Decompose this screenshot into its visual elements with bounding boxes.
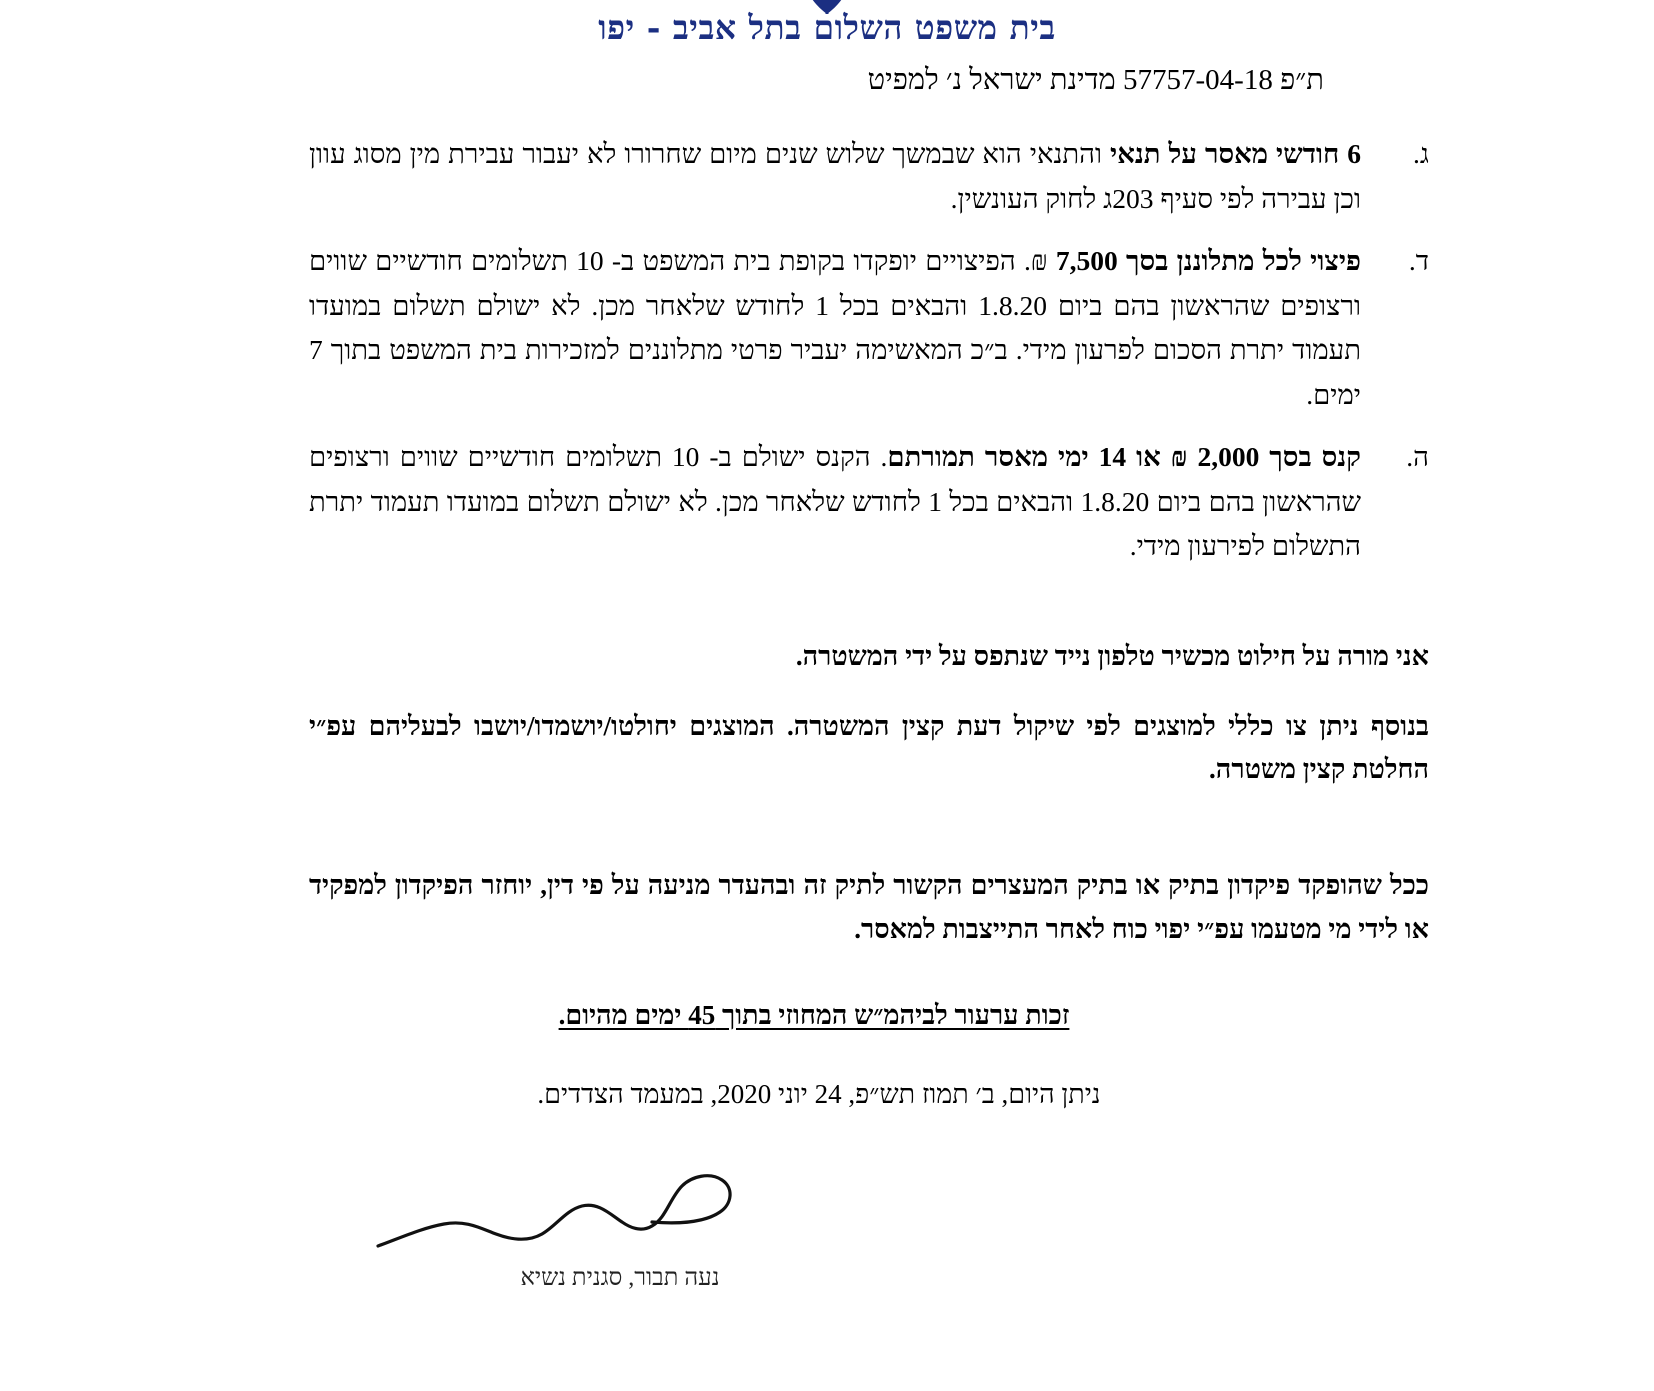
clause-item bbox=[309, 435, 1429, 569]
confiscation-paragraph: אני מורה על חילוט מכשיר טלפון נייד שנתפס על ידי המשטרה. bbox=[795, 640, 1429, 671]
handwritten-signature-icon bbox=[370, 1150, 770, 1260]
clause-marker: ד. bbox=[1408, 245, 1429, 277]
clause-body bbox=[309, 132, 1361, 221]
clause-body bbox=[309, 435, 1361, 569]
spacer bbox=[309, 587, 1429, 635]
case-number-line: ת״פ 57757-04-18 מדינת ישראל נ׳ למפיט bbox=[867, 64, 1324, 96]
signer-name: נעה תבור, סגנית נשיא bbox=[520, 1265, 720, 1291]
spacer bbox=[309, 1031, 1429, 1079]
clause-item bbox=[309, 132, 1429, 221]
spacer bbox=[309, 679, 1429, 705]
clause-bold-lead: קנס בסך 2,000 ₪ או 14 ימי מאסר תמורתם bbox=[887, 441, 1361, 473]
clause-body bbox=[309, 239, 1361, 417]
clause-item bbox=[309, 239, 1429, 417]
spacer bbox=[309, 952, 1429, 1000]
document-body bbox=[309, 132, 1429, 1110]
clause-marker: ה. bbox=[1406, 441, 1429, 473]
clause-rest-text: והתנאי הוא שבמשך שלוש שנים מיום שחרורו לא יעבור עבירת מין מסוג עוון וכן עבירה לפי סעיף 203ג לחוק העונשין. bbox=[309, 138, 1361, 214]
clause-bold-lead: פיצוי לכל מתלוננן בסך 7,500 bbox=[1055, 245, 1361, 277]
appeal-rights-line: זכות ערעור לביהמ״ש המחוזי בתוך 45 ימים מהיום. bbox=[558, 999, 1070, 1030]
clause-rest-text: . הקנס ישולם ב- 10 תשלומים חודשיים שווים ורצופים שהראשון בהם ביום 1.8.20 והבאים בכל 1 לחודש שלאחר מכן. לא ישולם תשלום במועדו תעמוד יתרת התשלום לפירעון מידי. bbox=[309, 441, 1361, 562]
clause-marker: ג. bbox=[1413, 138, 1429, 169]
general-exhibits-order-paragraph: בנוסף ניתן צו כללי למוצגים לפי שיקול דעת קצין המשטרה. המוצגים יחולטו/יושמדו/יושבו לבעליהם עפ״י החלטת קצין משטרה. bbox=[309, 710, 1429, 785]
clause-rest-text: ₪. הפיצויים יופקדו בקופת בית המשפט ב- 10 תשלומים חודשיים שווים ורצופים שהראשון בהם ביום 1.8.20 והבאים בכל 1 לחודש שלאחר מכן. לא ישולם תשלום במועדו תעמוד יתרת הסכום לפרעון מידי. ב״כ המאשימה יעביר פרטי מתלוננים למזכירות בית המשפט בתוך 7 ימים. bbox=[309, 245, 1361, 410]
court-title: בית משפט השלום בתל אביב - יפו bbox=[598, 8, 1056, 47]
signature-block bbox=[0, 1150, 1654, 1330]
clause-bold-lead: 6 חודשי מאסר על תנאי bbox=[1110, 138, 1361, 169]
spacer bbox=[309, 792, 1429, 864]
deposit-return-paragraph: ככל שהופקד פיקדון בתיק או בתיק המעצרים הקשור לתיק זה ובהעדר מניעה על פי דין, יוחזר הפיקדון למפקיד או לידי מי מטעמו עפ״י יפוי כוח לאחר התייצבות למאסר. bbox=[309, 870, 1429, 944]
date-given-line: ניתן היום, ב׳ תמוז תש״פ, 24 יוני 2020, במעמד הצדדים. bbox=[537, 1078, 1101, 1109]
